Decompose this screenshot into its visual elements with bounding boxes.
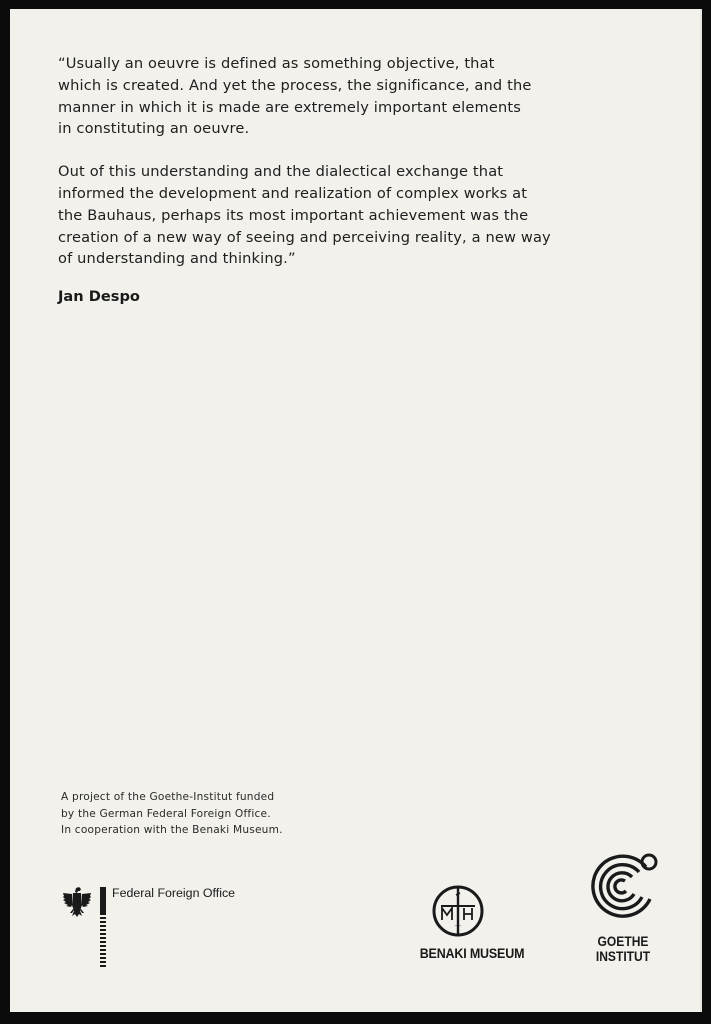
quote-paragraph-2 (58, 161, 658, 270)
credits-line: by the German Federal Foreign Office. (61, 807, 271, 820)
svg-text:⌒: ⌒ (454, 925, 462, 933)
federal-flag-bar (100, 887, 106, 971)
federal-foreign-office-label: Federal Foreign Office (112, 886, 236, 900)
goethe-institut-logo (578, 849, 678, 979)
goethe-label-line: INSTITUT (595, 948, 651, 964)
quote-line: manner in which it is made are extremely important elements (58, 98, 521, 116)
goethe-institut-label (583, 935, 664, 964)
federal-foreign-office-logo (62, 885, 262, 975)
quote-line: of understanding and thinking.” (58, 250, 296, 268)
credits-block (61, 789, 381, 839)
quote-line: “Usually an oeuvre is defined as something objective, that (58, 55, 495, 72)
quote-line: the Bauhaus, perhaps its most important achievement was the (58, 206, 529, 224)
quote-line: informed the development and realization of complex works at (58, 184, 528, 202)
quote-line: in constituting an oeuvre. (58, 120, 250, 138)
goethe-label-line: GOETHE (597, 934, 649, 949)
quote-paragraph-1 (58, 53, 658, 140)
quote-block (58, 53, 658, 270)
quote-author: Jan Despo (58, 288, 140, 305)
quote-line: Out of this understanding and the dialectical exchange that (58, 163, 504, 181)
back-cover-page (10, 9, 702, 1012)
federal-eagle-icon (62, 885, 92, 921)
goethe-spiral-icon (584, 849, 662, 927)
benaki-museum-label: BENAKI MUSEUM (419, 946, 525, 961)
benaki-museum-logo (382, 881, 562, 971)
quote-line: which is created. And yet the process, the significance, and the (58, 76, 532, 94)
credits-line: A project of the Goethe-Institut funded (61, 791, 275, 803)
benaki-monogram-icon (429, 884, 487, 938)
quote-line: creation of a new way of seeing and perceiving reality, a new way (58, 228, 551, 246)
credits-line: In cooperation with the Benaki Museum. (61, 824, 283, 836)
